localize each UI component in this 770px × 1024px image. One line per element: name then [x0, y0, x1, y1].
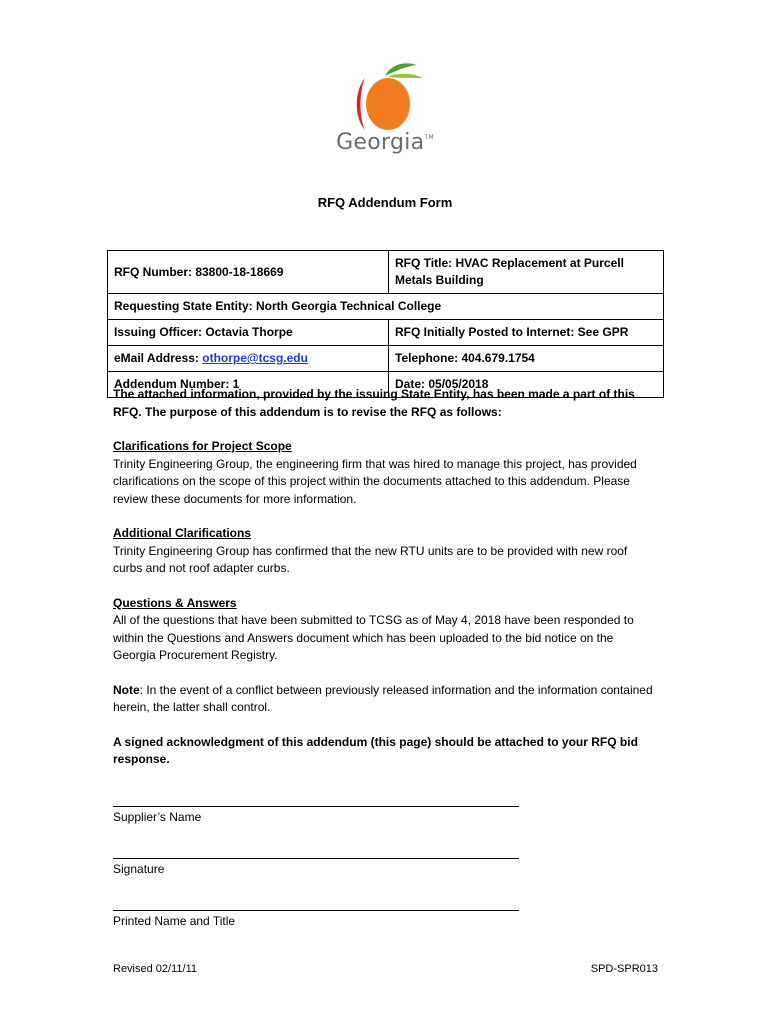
footer-code: SPD-SPR013: [590, 963, 658, 975]
rfq-info-table: [107, 250, 664, 398]
issuing-officer: Issuing Officer: Octavia Thorpe: [108, 320, 389, 346]
section-body-additional: Trinity Engineering Group has confirmed that the new RTU units are to be provided with new roof curbs and not roof adapter curbs.: [113, 543, 628, 575]
signature-line: [113, 858, 519, 859]
addendum-number: Addendum Number: 1: [108, 372, 389, 398]
form-title: RFQ Addendum Form: [317, 195, 453, 210]
signature-label: Signature: [113, 862, 165, 876]
addendum-content: [113, 386, 653, 769]
note-paragraph: [113, 682, 653, 717]
section-heading-additional: Additional Clarifications: [113, 526, 252, 540]
acknowledgment-text: A signed acknowledgment of this addendum (this page) should be attached to your RFQ bid response.: [113, 734, 638, 766]
rfq-number: RFQ Number: 83800-18-18669: [108, 251, 389, 294]
section-heading-scope: Clarifications for Project Scope: [113, 439, 292, 453]
printed-name-label: Printed Name and Title: [113, 914, 236, 928]
rfq-title: RFQ Title: HVAC Replacement at Purcell Metals Building: [389, 251, 664, 294]
note-label: Note: [113, 682, 140, 697]
addendum-date: Date: 05/05/2018: [389, 372, 664, 398]
initially-posted: RFQ Initially Posted to Internet: See GPR: [389, 320, 664, 346]
email-label: eMail Address:: [114, 351, 203, 365]
intro-text: The attached information, provided by the issuing State Entity, has been made a part of this RFQ. The purpose of this addendum is to revise the RFQ as follows:: [113, 387, 635, 419]
supplier-name-label: Supplier’s Name: [113, 810, 202, 824]
section-heading-qa: Questions & Answers: [113, 595, 237, 610]
requesting-entity: Requesting State Entity: North Georgia Technical College: [108, 294, 664, 320]
section-body-scope: Trinity Engineering Group, the engineering firm that was hired to manage this project, has provided clarifications on the scope of this project within the documents attached to this addendum. Please review these documents for more information.: [113, 456, 637, 506]
printed-name-line: [113, 910, 519, 911]
peach-icon: [335, 58, 435, 133]
telephone: Telephone: 404.679.1754: [389, 346, 664, 372]
footer-revised: Revised 02/11/11: [113, 963, 197, 975]
section-body-qa: All of the questions that have been submitted to TCSG as of May 4, 2018 have been responded to within the Questions and Answers document which has been uploaded to the bid notice on the Georgia Procurement Registry.: [113, 613, 634, 662]
email-cell: [108, 346, 389, 372]
supplier-name-line: [113, 806, 519, 807]
georgia-wordmark: Georgia™: [336, 130, 434, 155]
note-text: : In the event of a conflict between previously released information and the information contained herein, the latter shall control.: [113, 682, 653, 714]
email-link[interactable]: othorpe@tcsg.edu: [202, 351, 308, 365]
georgia-logo: [335, 58, 435, 170]
